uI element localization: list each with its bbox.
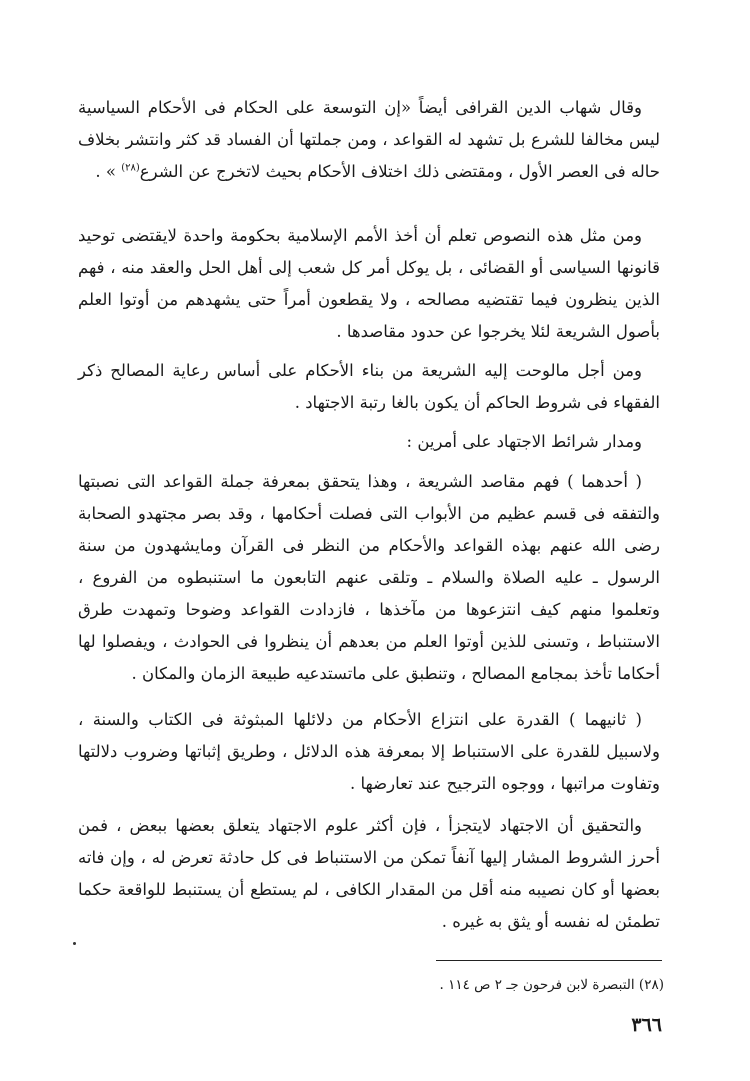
footnote-divider [436,960,662,961]
footnote-28: (٢٨) التبصرة لابن فرحون جـ ٢ ص ١١٤ . [439,977,664,993]
paragraph-second-condition [78,704,660,800]
stray-mark [73,942,76,945]
paragraph-first-condition [78,466,660,690]
paragraph-1-body: وقال شهاب الدين القرافى أيضاً «إن التوسعة على الحكام فى الأحكام السياسية ليس مخالفا للشرع بل تشهد له القواعد ، ومن جملتها أن الفساد قد كثر وانتشر بخلاف حاله فى العصر الأول ، ومقتضى ذلك اختلاف الأحكام بحيث لاتخرج عن الشرع [78,98,660,181]
paragraph-6-body: ( ثانيهما ) القدرة على انتزاع الأحكام من دلائلها المبثوثة فى الكتاب والسنة ، ولاسبيل للقدرة على الاستنباط إلا بمعرفة هذه الدلائل ، وطريق إثباتها وضروب دلالتها وتفاوت مراتبها ، ووجوه الترجيح عند تعارضها . [78,710,660,793]
paragraph-7-body: والتحقيق أن الاجتهاد لايتجزأ ، فإن أكثر علوم الاجتهاد يتعلق بعضها ببعض ، فمن أحرز الشروط المشار إليها آنفاً تمكن من الاستنباط فى كل حادثة تعرض له ، وإن فاته بعضها أو كان نصيبه منه أقل من المقدار الكافى ، لم يستطع أن يستنبط للواقعة حكما تطمئن له نفسه أو يثق به غيره . [78,816,660,931]
paragraph-4-body: ومدار شرائط الاجتهاد على أمرين : [406,432,642,451]
paragraph-text [78,92,660,188]
paragraph-islamic-nations [78,220,660,348]
paragraph-qarafi-quote [78,92,660,188]
quote-closing: » . [95,162,122,181]
page-number: ٣٦٦ [631,1014,662,1036]
footnote-reference-28[interactable]: (٢٨) [121,162,140,174]
paragraph-ruler-conditions [78,355,660,419]
paragraph-5-body: ( أحدهما ) فهم مقاصد الشريعة ، وهذا يتحقق بمعرفة جملة القواعد التى نصبتها والتفقه فى قسم عظيم من الأبواب التى فصلت أحكامها ، وقد بصر مجتهدو الصحابة رضى الله عنهم بهذه القواعد والأحكام من النظر فى القرآن ومايشهدون من سنة الرسول ـ عليه الصلاة والسلام ـ وتلقى عنهم التابعون ما استنبطوه من الفروع ، وتعلموا منهم كيف انتزعوها من مآخذها ، فازدادت القواعد وضوحا وتمهدت طرق الاستنباط ، وتسنى للذين أوتوا العلم من بعدهم أن ينظروا فى الحوادث ، ويفصلوا لها أحكاما تأخذ بمجامع المصالح ، وتنطبق على ماتستدعيه طبيعة الزمان والمكان . [78,472,660,683]
paragraph-verification [78,810,660,938]
paragraph-ijtihad-intro [78,426,660,458]
paragraph-2-body: ومن مثل هذه النصوص تعلم أن أخذ الأمم الإسلامية بحكومة واحدة لايقتضى توحيد قانونها السياسى أو القضائى ، بل يوكل أمر كل شعب إلى أهل الحل والعقد منه ، فهم الذين ينظرون فيما تقتضيه مصالحه ، ولا يقطعون أمراً حتى يشهدهم من أوتوا العلم بأصول الشريعة لئلا يخرجوا عن حدود مقاصدها . [78,226,660,341]
paragraph-3-body: ومن أجل مالوحت إليه الشريعة من بناء الأحكام على أساس رعاية المصالح ذكر الفقهاء فى شروط الحاكم أن يكون بالغا رتبة الاجتهاد . [78,361,660,412]
